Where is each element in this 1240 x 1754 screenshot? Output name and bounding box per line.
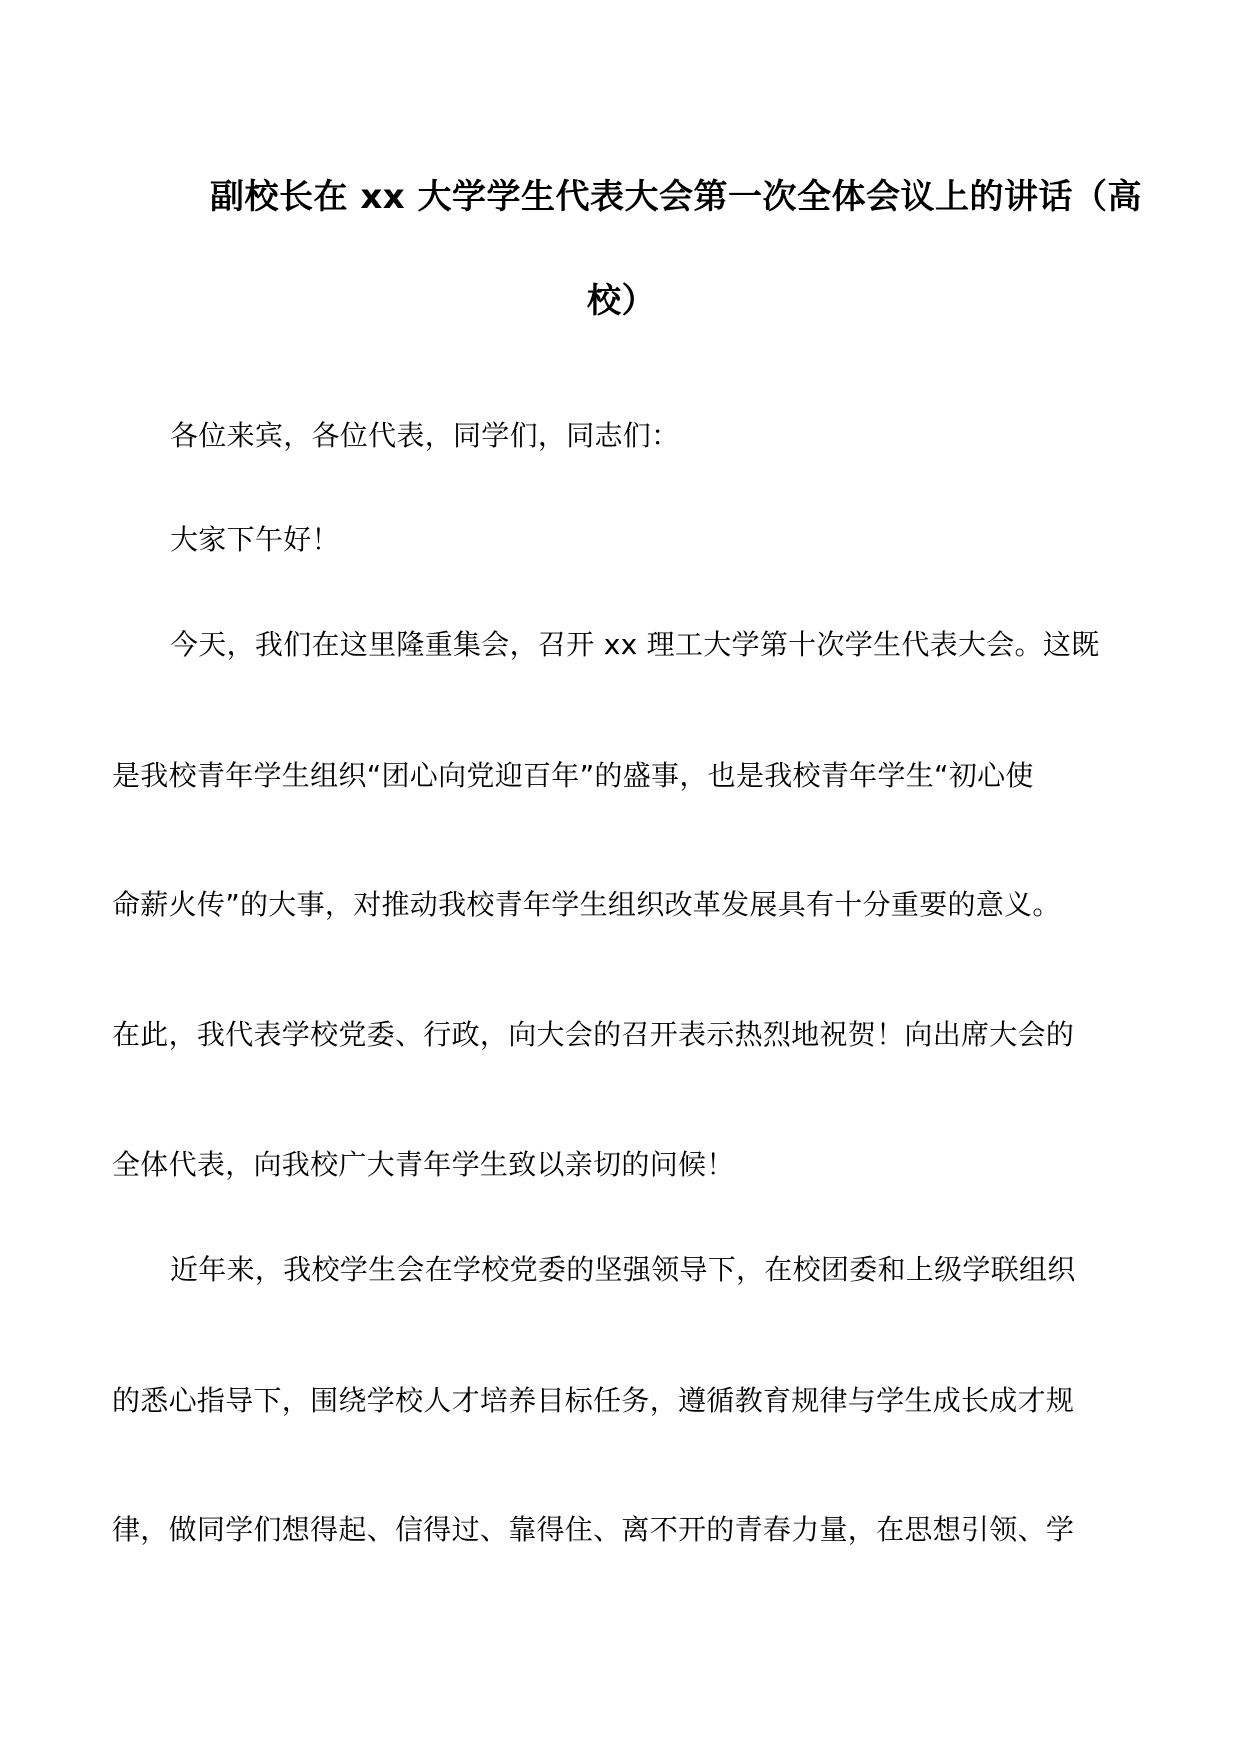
body-text-line: 命薪火传”的大事，对推动我校青年学生组织改革发展具有十分重要的意义。 <box>112 888 1061 921</box>
document-title-line-2: 校） <box>587 281 656 321</box>
body-text-line: 律，做同学们想得起、信得过、靠得住、离不开的青春力量，在思想引领、学 <box>112 1513 1075 1546</box>
greeting-line-2: 大家下午好！ <box>170 523 340 556</box>
body-text-line: 今天，我们在这里隆重集会，召开 xx 理工大学第十次学生代表大会。这既 <box>170 628 1100 661</box>
body-text-line: 的悉心指导下，围绕学校人才培养目标任务，遵循教育规律与学生成长成才规 <box>112 1384 1075 1417</box>
document-title-line-1: 副校长在 xx 大学学生代表大会第一次全体会议上的讲话（高 <box>210 177 1143 217</box>
body-text-line: 是我校青年学生组织“团心向党迎百年”的盛事，也是我校青年学生“初心使 <box>112 759 1034 792</box>
body-text-line: 在此，我代表学校党委、行政，向大会的召开表示热烈地祝贺！向出席大会的 <box>112 1018 1075 1051</box>
body-text-line: 近年来，我校学生会在学校党委的坚强领导下，在校团委和上级学联组织 <box>170 1253 1076 1286</box>
body-text-line: 全体代表，向我校广大青年学生致以亲切的问候！ <box>112 1148 735 1181</box>
greeting-line: 各位来宾，各位代表，同学们，同志们： <box>170 419 680 452</box>
